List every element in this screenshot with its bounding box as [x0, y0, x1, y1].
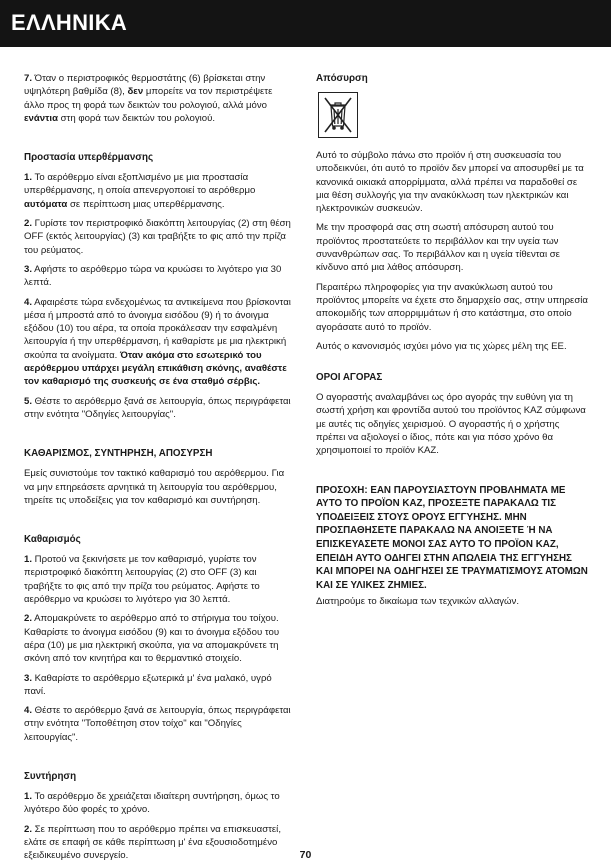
warning-text: ΠΡΟΣΟΧΗ: ΕΑΝ ΠΑΡΟΥΣΙΑΣΤΟΥΝ ΠΡΟΒΛΗΜΑΤΑ ΜΕ ΑΥΤΟ ΤΟ ΠΡΟΪΟΝ KAZ, ΠΡΟΣΕΞΤΕ ΠΑΡΑΚΑΛΩ ΤΙΣ ΥΠΟΔΕΙΞΕΙΣ ΣΤΟΥΣ ΟΡΟΥΣ ΕΓΓΥΗΣΗΣ. ΜΗΝ ΠΡΟΣΠΑΘΗΣΕΤΕ ΠΑΡΑΚΑΛΩ ΝΑ ΑΝΟΙΞΕΤΕ Ή ΝΑ ΕΠΙΣΚΕΥΑΣΕΤΕ ΜΟΝΟΙ ΣΑΣ ΑΥΤΟ ΤΟ ΠΡΟΪΟΝ KAZ, ΕΠΕΙΔΗ ΑΥΤΟ ΟΔΗΓΕΙ ΣΤΗΝ ΑΠΩΛΕΙΑ ΤΗΣ ΕΓΓΥΗΣΗΣ ΚΑΙ ΜΠΟΡΕΙ ΝΑ ΟΔΗΓΗΣΕΙ ΣΕ ΤΡΑΥΜΑΤΙΣΜΟΥΣ ΑΤΟΜΩΝ ΚΑΙ ΣΕ ΥΛΙΚΕΣ ΖΗΜΙΕΣ.: [316, 484, 588, 591]
disposal-paragraph-4: Αυτός ο κανονισμός ισχύει μόνο για τις χώρες μέλη της ΕΕ.: [316, 340, 567, 352]
cleaning-intro-text: Εμείς συνιστούμε τον τακτικό καθαρισμό του αερόθερμου. Για να μην επηρεάσετε αρνητικά τη λειτουργία του αερόθερμου, τηρείτε τις υποδείξεις για τον καθαρισμό και συντήρηση.: [24, 468, 285, 506]
overheat-heading: Προστασία υπερθέρμανσης: [24, 152, 154, 164]
technical-changes-note: Διατηρούμε το δικαίωμα των τεχνικών αλλαγών.: [316, 596, 519, 608]
overheat-item-5: 5. Θέστε το αερόθερμο ξανά σε λειτουργία, όπως περιγράφεται στην ενότητα "Οδηγίες λειτουργίας".: [24, 395, 291, 420]
overheat-item-3: 3. Αφήστε το αερόθερμο τώρα να κρυώσει το λιγότερο για 30 λεπτά.: [24, 263, 282, 289]
left-column: [24, 72, 292, 868]
cleaning-item-3: 3. Καθαρίστε το αερόθερμο εξωτερικά μ' ένα μαλακό, υγρό πανί.: [24, 672, 272, 697]
page-language-title: ΕΛΛΗΝΙΚΑ: [11, 10, 128, 35]
page-header: [0, 0, 611, 47]
terms-heading: ΟΡΟΙ ΑΓΟΡΑΣ: [316, 372, 383, 384]
disposal-paragraph-2: Με την προσφορά σας στη σωστή απόσυρση αυτού του προϊόντος προστατεύετε το περιβάλλον και την υγεία των συνανθρώπων σας. Το περιβάλλον και η υγεία τίθενται σε κίνδυνο από μια λάθος απόσυρση.: [316, 222, 560, 274]
cleaning-item-1: 1. Προτού να ξεκινήσετε με τον καθαρισμό, γυρίστε τον περιστροφικό διακόπτη λειτουργίας (2) στο OFF (3) και τραβήξτε το φις από την πρίζα του ρεύματος. Αφήστε το αερόθερμο να κρυώσει το λιγότερο για 30 λεπτά.: [24, 554, 260, 606]
cleaning-maintenance-heading: ΚΑΘΑΡΙΣΜΟΣ, ΣΥΝΤΗΡΗΣΗ, ΑΠΟΣΥΡΣΗ: [24, 448, 213, 460]
overheat-item-1: 1. Το αερόθερμο είναι εξοπλισμένο με μια προστασία υπερθέρμανσης, η οποία απενεργοποιεί το αερόθερμο αυτόματα σε περίπτωση μιας υπερθέρμανσης.: [24, 172, 256, 210]
maintenance-item-2: 2. Σε περίπτωση που το αερόθερμο πρέπει να επισκευαστεί, ελάτε σε επαφή σε κάθε περίπτωση μ' ένα εξουσιοδοτημένο εξειδικευμένο συνεργείο.: [24, 823, 281, 862]
terms-text: Ο αγοραστής αναλαμβάνει ως όρο αγοράς την ευθύνη για τη σωστή χρήση και φροντίδα αυτού του προϊόντος KAZ σύμφωνα με αυτές τις οδηγίες χειρισμού. Ο αγοραστής ή ο χρήστης πρέπει να αξιολογεί ο ίδιος, πότε και για πόσο χρόνο θα χρησιμοποιεί το προϊόν KAZ.: [316, 392, 586, 457]
step-7-paragraph: 7. Όταν ο περιστροφικός θερμοστάτης (6) βρίσκεται στην υψηλότερη βαθμίδα (8), δεν μπορείτε να τον περιστρέψετε άλλο προς τη φορά των δεικτών του ρολογιού, αλλά μόνο ενάντια στη φορά των δεικτών του ρολογιού.: [24, 73, 273, 124]
cleaning-item-4: 4. Θέστε το αερόθερμο ξανά σε λειτουργία, όπως περιγράφεται στην ενότητα "Τοποθέτηση στον τοίχο" και "Οδηγίες λειτουργίας".: [24, 705, 291, 743]
maintenance-item-1: 1. Το αερόθερμο δε χρειάζεται ιδιαίτερη συντήρηση, όμως το λιγότερο δύο φορές το χρόνο.: [24, 790, 280, 816]
cleaning-item-2: 2. Απομακρύνετε το αερόθερμο από το στήριγμα του τοίχου. Καθαρίστε το άνοιγμα εισόδου (9) και το άνοιγμα εξόδου του αέρα (10) με μια ηλεκτρική σκούπα, για να απομακρύνετε τη σκόνη από τον κινητήρα και το θερμαντικό στοιχείο.: [24, 613, 280, 665]
crossed-out-wheelie-bin-icon: [318, 92, 358, 138]
overheat-item-4: 4. Αφαιρέστε τώρα ενδεχομένως τα αντικείμενα που βρίσκονται μέσα ή μπροστά από το άνοιγμα εισόδου (9) ή το άνοιγμα εξόδου (10) του αέρα, τα οποία προκάλεσαν την εσφαλμένη λειτουργία ή την υπερθέρμανση, ή καθαρίστε με μια ηλεκτρική σκούπα τα ανοίγματα. Όταν ακόμα στο εσωτερικό του αερόθερμου υπάρχει μεγάλη επικάθιση σκόνης, αναθέστε τον καθαρισμό της συσκευής σε ένα σταθμό σέρβις.: [24, 296, 291, 388]
right-column: [316, 72, 588, 615]
page-number: 70: [299, 849, 312, 861]
maintenance-heading: Συντήρηση: [24, 770, 77, 782]
overheat-item-2: 2. Γυρίστε τον περιστροφικό διακόπτη λειτουργίας (2) στη θέση OFF (εκτός λειτουργίας) (3) και τραβήξτε το φις από την πρίζα του ρεύματος.: [24, 218, 291, 256]
disposal-paragraph-1: Αυτό το σύμβολο πάνω στο προϊόν ή στη συσκευασία του υποδεικνύει, ότι αυτό το προϊόν δεν μπορεί να αποσυρθεί με τα κανονικά οικιακά απορρίμματα, αλλά πρέπει να παραδοθεί σε μια θέση συλλογής για την ανακύκλωση των ηλεκτρικών και ηλεκτρονικών συσκευών.: [316, 150, 584, 215]
disposal-paragraph-3: Περαιτέρω πληροφορίες για την ανακύκλωση αυτού του προϊόντος μπορείτε να έχετε στο δημαρχείο σας, στην υπηρεσία αποκομιδής των απορριμμάτων ή στο κατάστημα, στο οποίο αγοράσατε αυτό το προϊόν.: [316, 281, 588, 333]
disposal-heading: Απόσυρση: [316, 73, 368, 84]
cleaning-heading: Καθαρισμός: [24, 534, 81, 546]
